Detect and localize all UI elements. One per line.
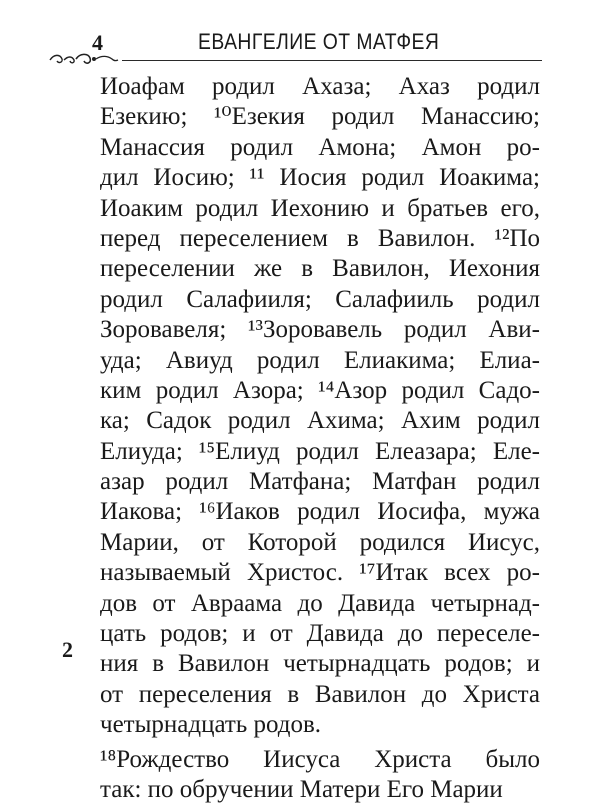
text-line: ния в Вавилон четырнадцать родов; и [100,650,540,678]
page-number: 4 [92,30,103,55]
text-line: азар родил Матфана; Матфан родил [100,468,540,496]
text-line: четырнадцать родов. [100,711,322,739]
text-line: Иоафам родил Ахаза; Ахаз родил [100,73,540,100]
text-line: родил Салафииля; Салафииль родил [100,285,540,313]
text-line: дов от Авраама до Давида четырнад- [100,589,540,617]
text-line: уда; Авиуд родил Елиакима; Елиа- [100,346,540,374]
text-line: дил Иосию; ¹¹ Иосия родил Иоакима; [100,164,540,192]
text-line: Елиуда; ¹⁵Елиуд родил Елеазара; Еле- [100,437,540,465]
text-line: переселении же в Вавилон, Иехония [100,255,540,283]
text-line: от переселения в Вавилон до Христа [100,680,540,708]
text-line: так: по обручении Матери Его Марии [100,775,503,803]
text-line: ким родил Азора; ¹⁴Азор родил Садо- [100,376,540,404]
scripture-text [100,72,540,805]
text-line: перед переселением в Вавилон. ¹²По [100,224,540,252]
running-title: ЕВАНГЕЛИЕ ОТ МАТФЕЯ [198,29,440,54]
text-line: Манассия родил Амона; Амон ро- [100,133,540,161]
text-line: Иакова; ¹⁶Иаков родил Иосифа, мужа [100,498,540,526]
text-line: Марии, от Которой родился Иисус, [100,528,540,556]
text-line: ка; Садок родил Ахима; Ахим родил [100,407,540,435]
text-line: Зоровавеля; ¹³Зоровавель родил Ави- [100,316,540,344]
text-line: называемый Христос. ¹⁷Итак всех ро- [100,559,540,587]
chapter-number: 2 [62,637,73,662]
text-line: ¹⁸Рождество Иисуса Христа было [100,745,540,773]
text-line: Иоаким родил Иехонию и братьев его, [100,194,540,222]
floral-ornament-icon [48,50,120,68]
text-line: Езекию; ¹⁰Езекия родил Манассию; [100,103,540,131]
header-rule [122,60,542,61]
text-line: цать родов; и от Давида до переселе- [100,620,540,648]
